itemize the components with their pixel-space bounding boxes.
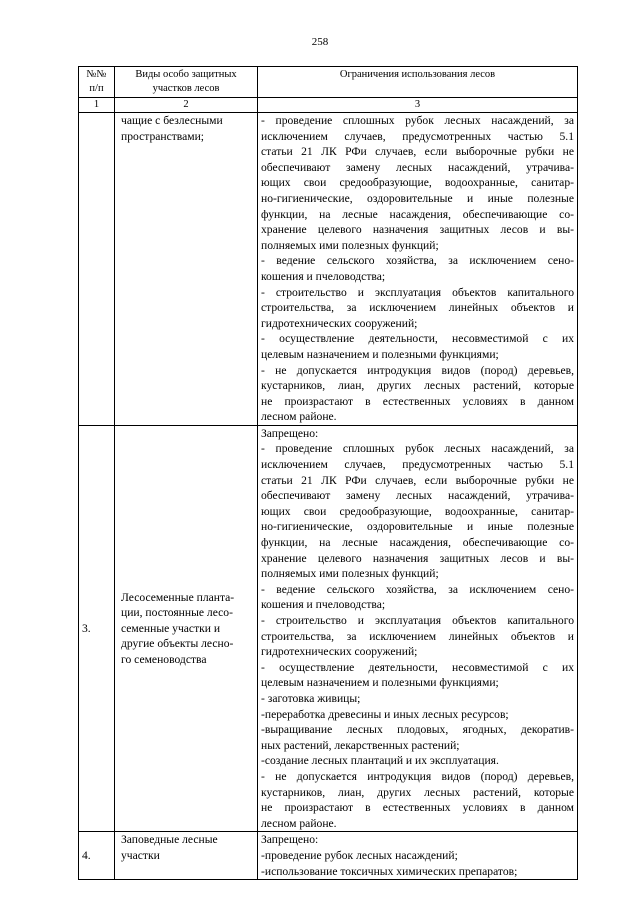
area-type-cell — [115, 832, 258, 880]
restriction-line: хранение целевого назначения защитных лесов и вы- — [261, 223, 574, 237]
area-type-cell — [115, 113, 258, 426]
row-number — [79, 113, 115, 426]
restriction-line: кошения и пчеловодства; — [261, 598, 386, 612]
restriction-line: - строительство и эксплуатация объектов капитального — [261, 614, 574, 627]
area-type-line: пространствами; — [121, 129, 205, 143]
restriction-line: - проведение сплошных рубок лесных насаждений, за — [261, 114, 574, 127]
area-type-line: семенные участки и — [121, 621, 221, 635]
restriction-line: обеспечивают замену лесных насаждений, утрачива- — [261, 160, 574, 174]
column-number-row — [79, 98, 578, 113]
area-type-line: Заповедные лесные — [121, 833, 218, 847]
restrictions-table — [78, 66, 578, 880]
restriction-line: ющих свои средообразующие, водоохранные, санитар- — [261, 176, 574, 190]
table-row — [79, 425, 578, 831]
table-row — [79, 832, 578, 880]
restriction-line: - осуществление деятельности, несовместимой с их — [261, 660, 574, 674]
restriction-line: - строительство и эксплуатация объектов капитального — [261, 285, 574, 299]
restriction-line: - проведение сплошных рубок лесных насаждений, за — [261, 442, 574, 456]
restriction-line: -выращивание лесных плодовых, ягодных, декоратив- — [261, 723, 574, 737]
restriction-line: Запрещено: — [261, 833, 319, 847]
restriction-line: -переработка древесины и иных лесных ресурсов; — [261, 707, 509, 721]
row-number: 3. — [79, 425, 115, 831]
header-number-line: п/п — [89, 83, 104, 94]
column-number: 1 — [79, 98, 115, 113]
area-type-cell — [115, 425, 258, 831]
restriction-line: исключением случаев, предусмотренных частью 5.1 — [261, 129, 574, 143]
restriction-line: -создание лесных плантаций и их эксплуатация. — [261, 754, 499, 768]
restriction-line: хранение целевого назначения защитных лесов и вы- — [261, 551, 574, 565]
restriction-line: - осуществление деятельности, несовместимой с их — [261, 332, 574, 346]
page-number: 258 — [311, 36, 329, 48]
area-type-line: Лесосеменные планта- — [121, 590, 235, 604]
restriction-line: кустарников, лиан, других лесных растений, которые — [261, 785, 574, 799]
restriction-line: - не допускается интродукция видов (пород) деревьев, — [261, 769, 574, 783]
column-number: 2 — [115, 98, 258, 113]
restriction-line: -проведение рубок лесных насаждений; — [261, 848, 458, 862]
header-number — [79, 67, 115, 98]
area-type-line: го семеноводства — [121, 652, 207, 666]
table-row — [79, 113, 578, 426]
restriction-line: ных растений, лекарственных растений; — [261, 738, 460, 752]
restriction-line: строительства, за исключением линейных объектов и — [261, 301, 574, 315]
restriction-line: но-гигиенические, оздоровительные и иные полезные — [261, 191, 574, 205]
restriction-line: гидротехнических сооружений; — [261, 645, 418, 659]
restriction-line: статьи 21 ЛК РФи случаев, если выборочные рубки не — [261, 473, 574, 487]
restriction-line: гидротехнических сооружений; — [261, 316, 418, 330]
restrictions-cell — [258, 113, 578, 426]
restriction-line: исключением случаев, предусмотренных частью 5.1 — [261, 458, 574, 472]
restriction-line: -использование токсичных химических препаратов; — [261, 864, 518, 878]
restriction-line: Запрещено: — [261, 426, 319, 440]
restriction-line: - ведение сельского хозяйства, за исключением сено- — [261, 582, 574, 596]
restriction-line: полняемых ими полезных функций; — [261, 567, 439, 581]
restriction-line: - ведение сельского хозяйства, за исключением сено- — [261, 254, 574, 268]
restriction-line: обеспечивают замену лесных насаждений, утрачива- — [261, 489, 574, 503]
header-area-type — [115, 67, 258, 98]
restriction-line: но-гигиенические, оздоровительные и иные полезные — [261, 520, 574, 534]
restriction-line: целевым назначением и полезными функциями; — [261, 347, 499, 361]
restriction-line: целевым назначением и полезными функциями; — [261, 676, 499, 690]
header-row — [79, 67, 578, 98]
restrictions-cell — [258, 425, 578, 831]
restriction-line: не произрастают в естественных условиях в данном — [261, 394, 574, 408]
header-area-line: Виды особо защитных — [135, 69, 237, 80]
restriction-line: - не допускается интродукция видов (пород) деревьев, — [261, 363, 574, 377]
row-number: 4. — [79, 832, 115, 880]
restriction-line: статьи 21 ЛК РФи случаев, если выборочные рубки не — [261, 145, 574, 159]
restriction-line: строительства, за исключением линейных объектов и — [261, 629, 574, 643]
restriction-line: функции, на лесные насаждения, обеспечивающие со- — [261, 536, 574, 550]
restriction-line: ющих свои средообразующие, водоохранные, санитар- — [261, 504, 574, 518]
header-number-line: №№ — [86, 69, 107, 80]
restriction-line: - заготовка живицы; — [261, 691, 361, 705]
header-restrictions: Ограничения использования лесов — [258, 67, 578, 98]
header-area-line: участков лесов — [152, 83, 220, 94]
restriction-line: не произрастают в естественных условиях в данном — [261, 801, 574, 815]
restriction-line: кошения и пчеловодства; — [261, 269, 386, 283]
restriction-line: полняемых ими полезных функций; — [261, 238, 439, 252]
area-type-line: участки — [121, 848, 160, 862]
area-type-line: другие объекты лесно- — [121, 637, 234, 651]
restriction-line: кустарников, лиан, других лесных растений, которые — [261, 379, 574, 393]
area-type-line: ции, постоянные лесо- — [121, 606, 233, 620]
restrictions-cell — [258, 832, 578, 880]
column-number: 3 — [258, 98, 578, 113]
area-type-line: чащие с безлесными — [121, 114, 223, 127]
restriction-line: лесном районе. — [261, 410, 337, 424]
restriction-line: лесном районе. — [261, 816, 337, 830]
restriction-line: функции, на лесные насаждения, обеспечивающие со- — [261, 207, 574, 221]
